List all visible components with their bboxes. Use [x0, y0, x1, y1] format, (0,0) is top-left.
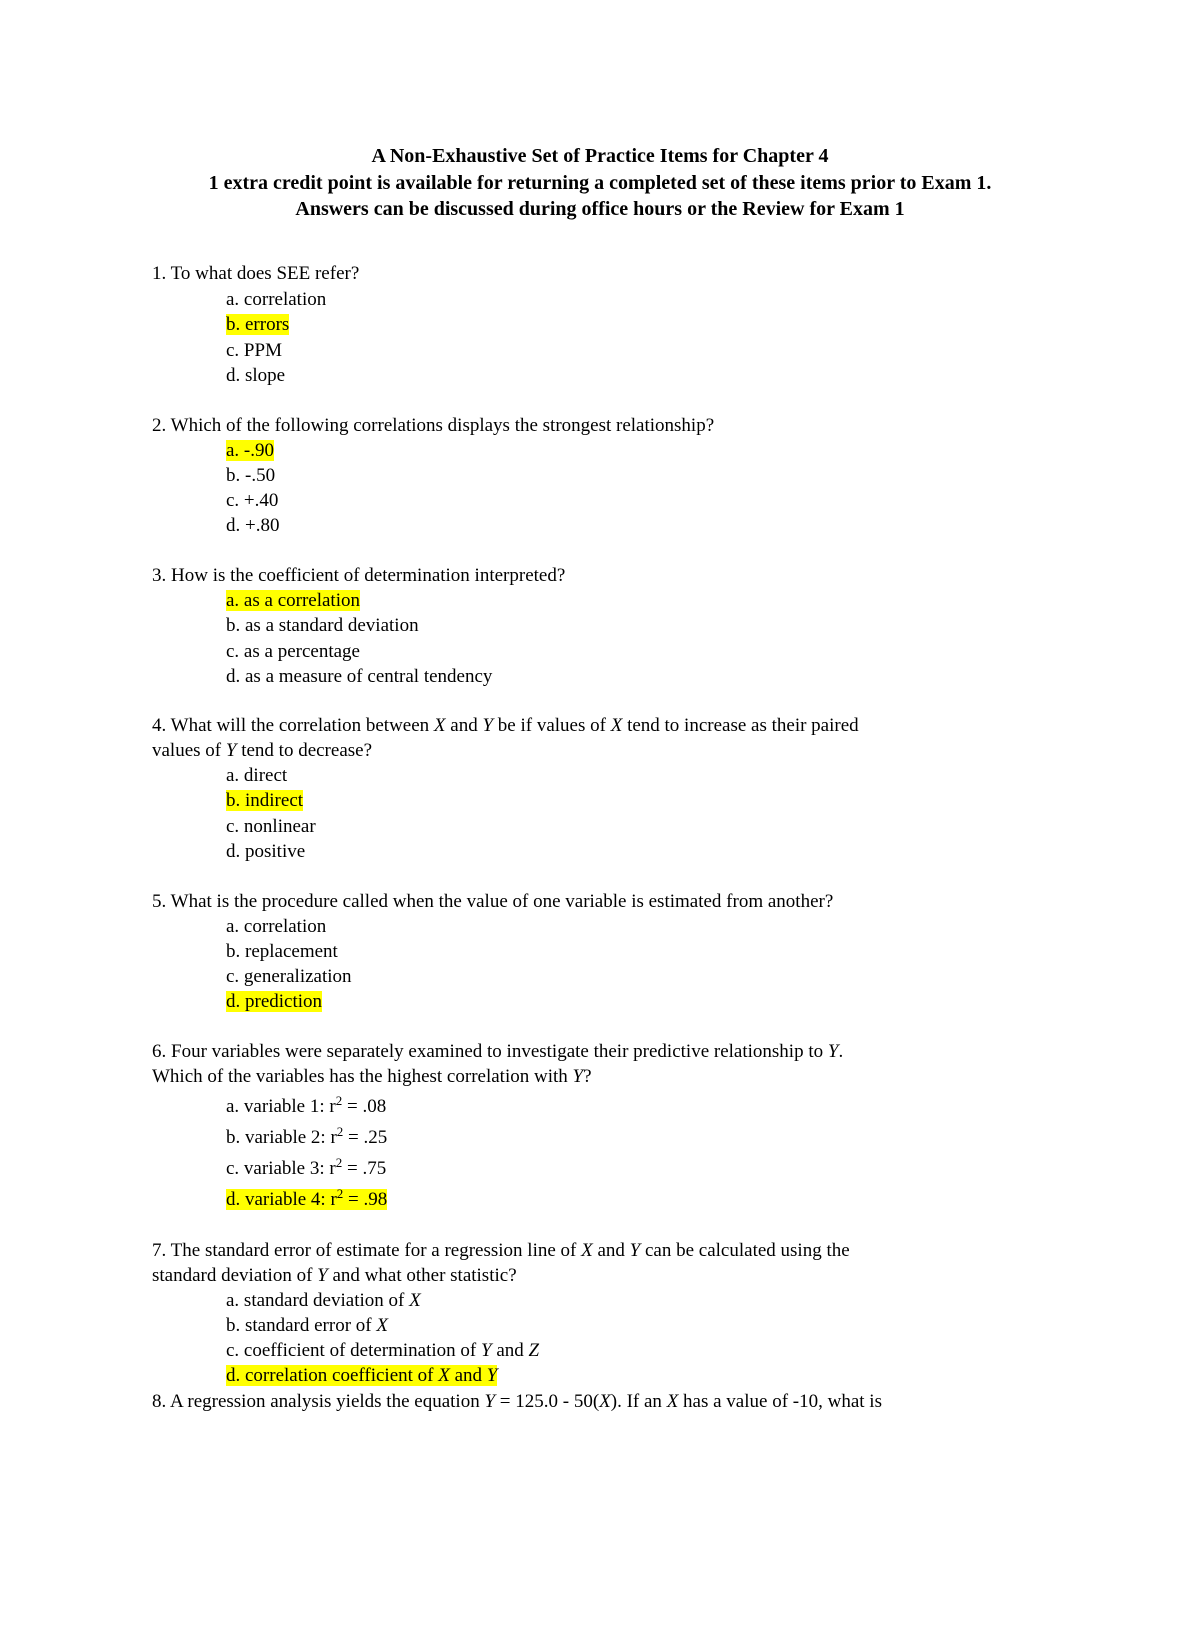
q6-answer-highlight: d. variable 4: $r^2 = .98$ — [226, 1186, 388, 1210]
document-title: A Non-Exhaustive Set of Practice Items for Chapter 4 — [371, 145, 829, 167]
q3-answer-highlight: a. as a correlation — [226, 590, 360, 611]
q5-option-a: a. correlation — [226, 916, 327, 937]
office-hours-note: Answers can be discussed during office hours or the Review for Exam 1 — [295, 198, 905, 220]
q6-option-c: c. variable 3: $r^2 = .75$ — [226, 1155, 387, 1179]
q6-option-b: b. variable 2: $r^2 = .25$ — [226, 1124, 388, 1148]
question-1: 1. To what does SEE refer? — [152, 263, 360, 284]
q2-option-c: c. +.40 — [226, 490, 279, 511]
question-7-line-1: 7. The standard error of estimate for a regression line of X and Y can be calculated using the — [152, 1240, 850, 1261]
q5-option-c: c. generalization — [226, 966, 352, 987]
question-6-line-1: 6. Four variables were separately examined to investigate their predictive relationship to Y. — [152, 1041, 844, 1062]
q4-option-a: a. direct — [226, 765, 288, 786]
question-4-line-1: 4. What will the correlation between X and Y be if values of X tend to increase as their paired — [152, 715, 859, 736]
q3-option-d: d. as a measure of central tendency — [226, 666, 493, 687]
q7-option-b: b. standard error of X — [226, 1315, 388, 1336]
q4-option-b — [226, 789, 303, 813]
q2-answer-highlight: a. -.90 — [226, 440, 275, 461]
question-5: 5. What is the procedure called when the value of one variable is estimated from another? — [152, 891, 834, 912]
question-7-line-2: standard deviation of Y and what other statistic? — [152, 1265, 517, 1286]
q4-option-d: d. positive — [226, 841, 306, 862]
q7-option-a: a. standard deviation of X — [226, 1290, 421, 1311]
q1-option-d: d. slope — [226, 365, 286, 386]
q3-option-b: b. as a standard deviation — [226, 615, 419, 636]
q5-option-d — [226, 990, 322, 1014]
q4-answer-highlight: b. indirect — [226, 790, 304, 811]
q5-option-b: b. replacement — [226, 941, 338, 962]
q3-option-c: c. as a percentage — [226, 641, 360, 662]
question-8-line-1: 8. A regression analysis yields the equation Y = 125.0 - 50(X). If an X has a value of -10, what is — [152, 1391, 882, 1412]
question-2: 2. Which of the following correlations displays the strongest relationship? — [152, 415, 715, 436]
q1-option-a: a. correlation — [226, 289, 327, 310]
extra-credit-note: 1 extra credit point is available for returning a completed set of these items prior to Exam 1. — [208, 172, 992, 194]
question-3: 3. How is the coefficient of determination interpreted? — [152, 565, 566, 586]
q7-answer-highlight: d. correlation coefficient of X and Y — [226, 1365, 498, 1386]
q2-option-a — [226, 439, 274, 463]
q3-option-a — [226, 589, 360, 613]
q2-option-d: d. +.80 — [226, 515, 280, 536]
q4-option-c: c. nonlinear — [226, 816, 316, 837]
question-6-line-2: Which of the variables has the highest correlation with Y? — [152, 1066, 592, 1087]
q1-answer-highlight: b. errors — [226, 314, 290, 335]
q2-option-b: b. -.50 — [226, 465, 276, 486]
q7-option-c: c. coefficient of determination of Y and Z — [226, 1340, 540, 1361]
q1-option-b — [226, 313, 289, 337]
q5-answer-highlight: d. prediction — [226, 991, 323, 1012]
q6-option-d — [226, 1188, 387, 1212]
q6-option-a: a. variable 1: $r^2 = .08$ — [226, 1093, 387, 1117]
q7-option-d — [226, 1364, 497, 1388]
q1-option-c: c. PPM — [226, 340, 282, 361]
question-4-line-2: values of Y tend to decrease? — [152, 740, 373, 761]
